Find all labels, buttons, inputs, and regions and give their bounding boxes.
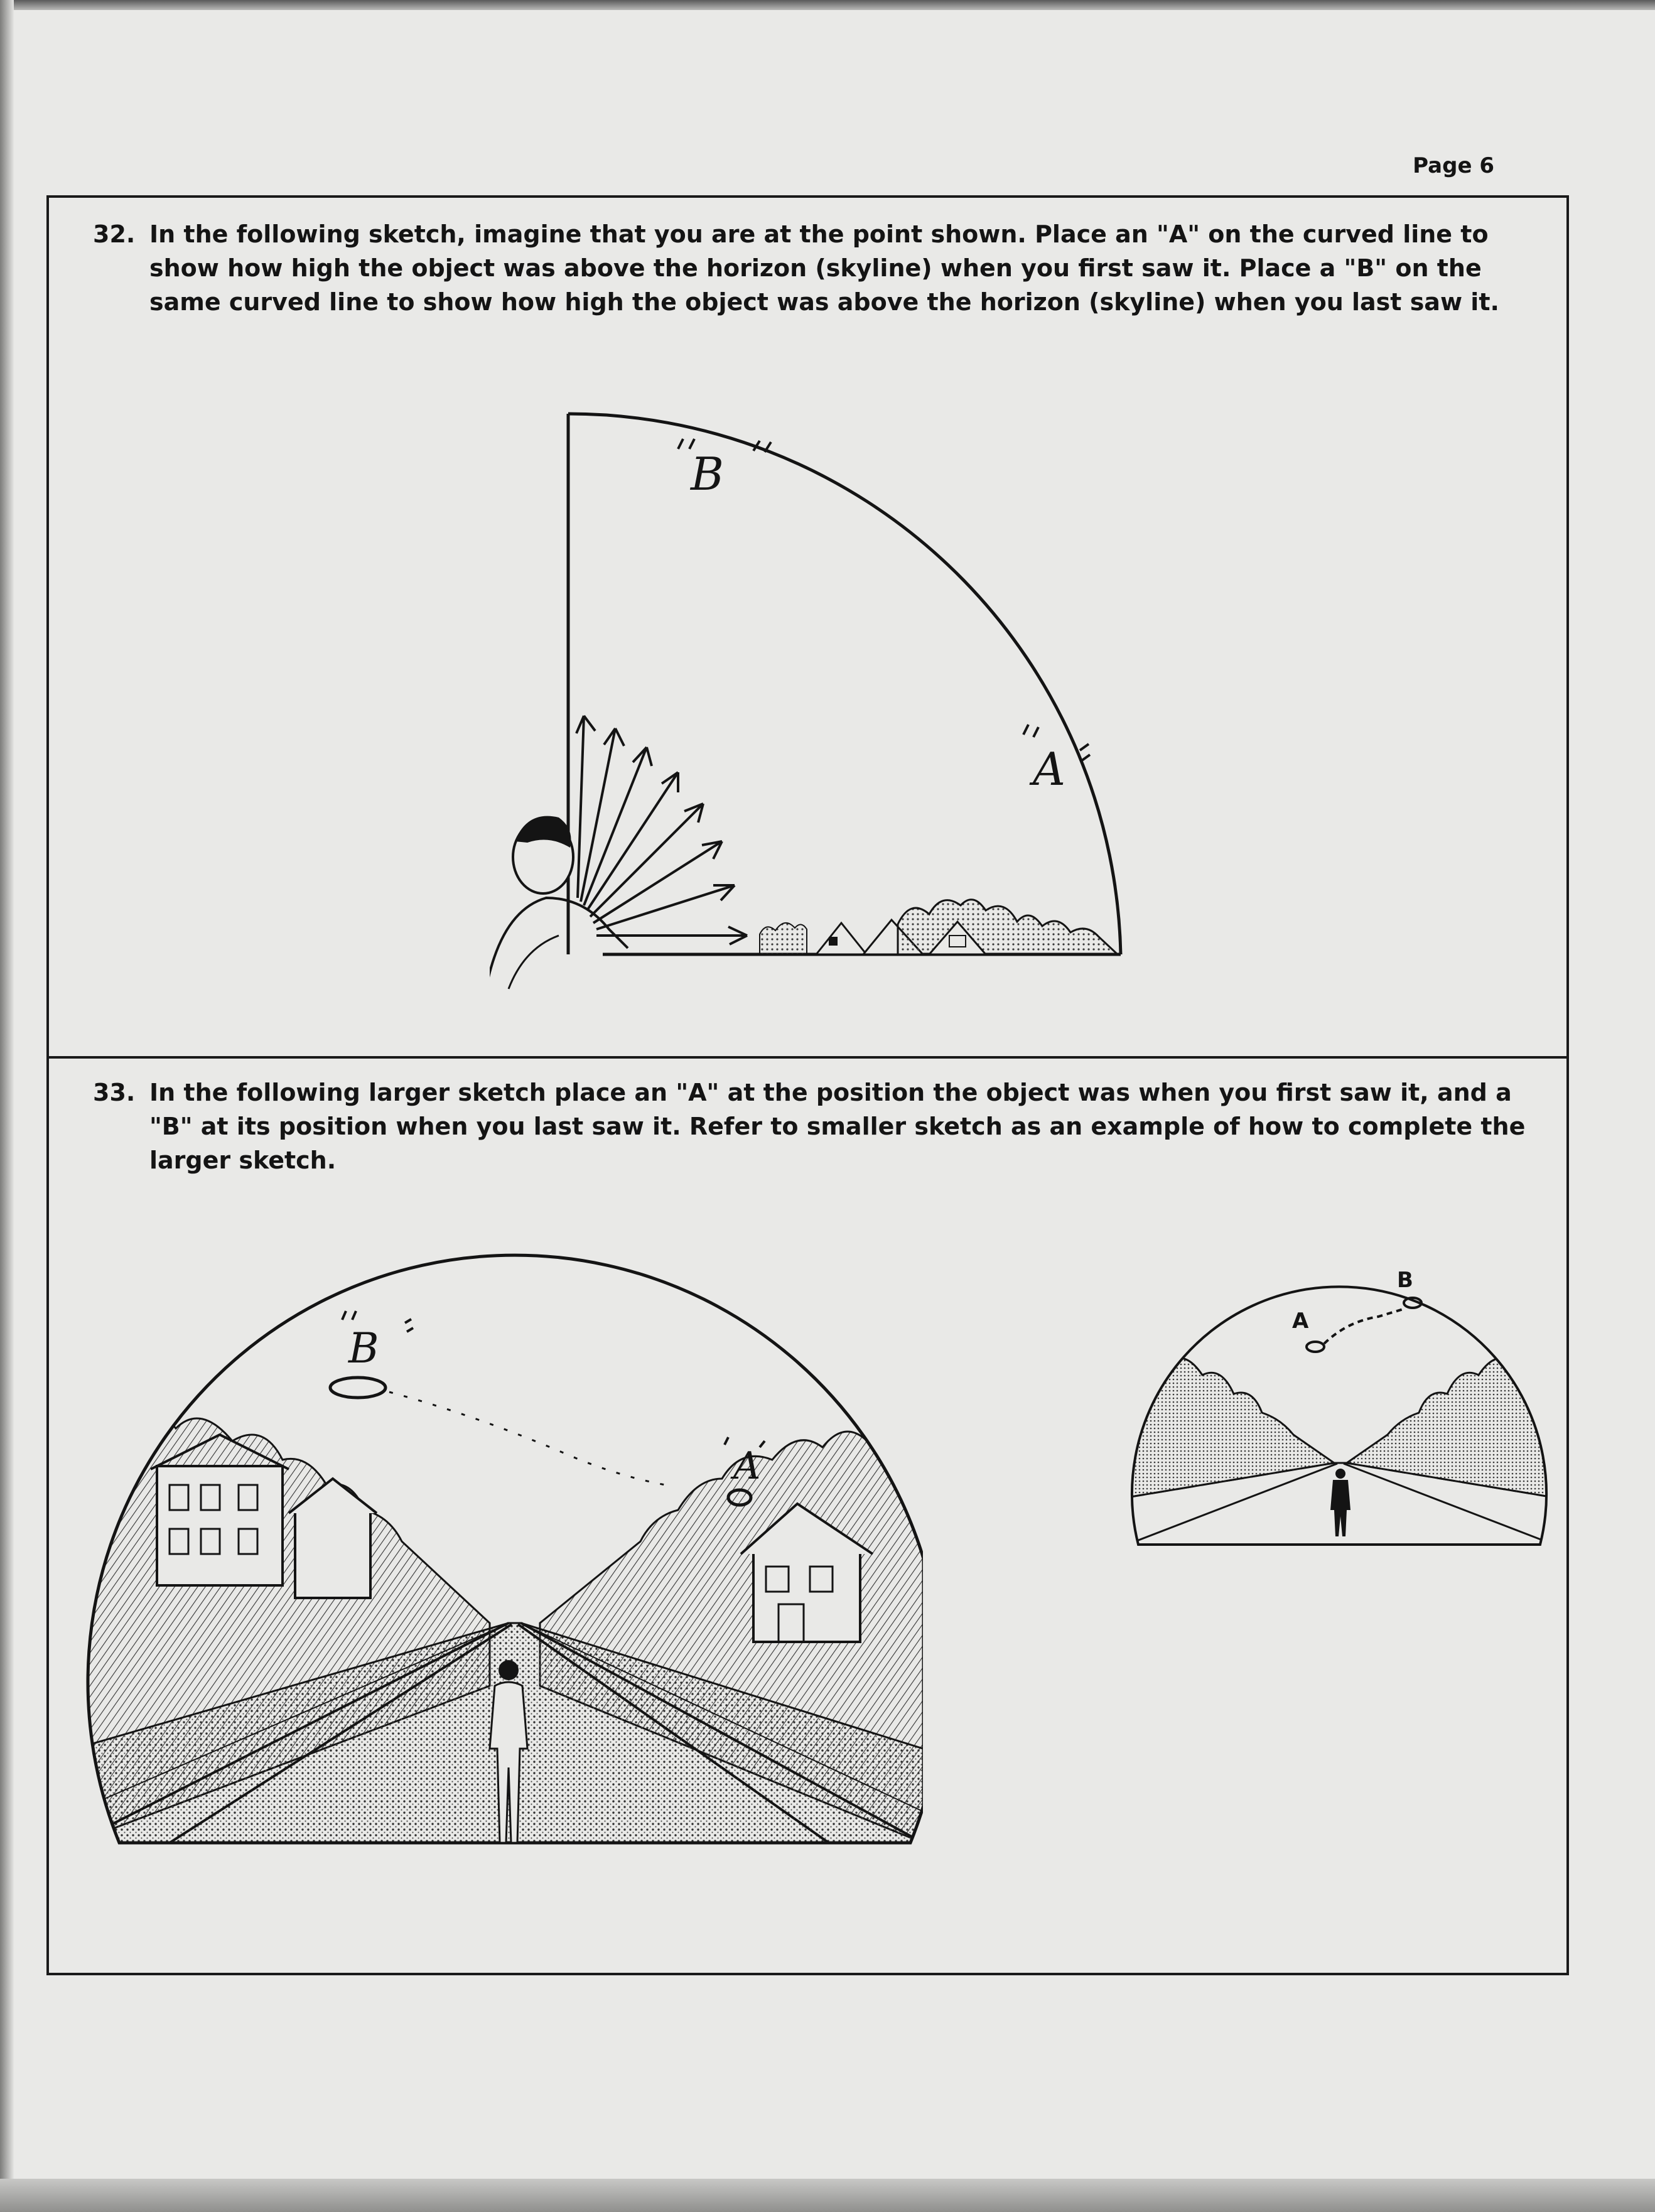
example-label-a: A <box>1292 1308 1309 1334</box>
street-scene-example-sketch <box>1127 1246 1554 1585</box>
observer-figure <box>490 816 628 989</box>
question-number: 32. <box>93 220 136 248</box>
sky-arc <box>568 414 1121 954</box>
pointing-arms <box>576 716 747 944</box>
example-flight-path <box>1324 1309 1403 1344</box>
scan-edge-bottom <box>0 2179 1655 2212</box>
svg-text:B: B <box>691 448 724 500</box>
svg-text:A: A <box>1033 743 1065 796</box>
svg-text:B: B <box>348 1324 379 1373</box>
scan-edge-left <box>0 0 14 2212</box>
example-object-a <box>1307 1342 1324 1352</box>
scan-edge-top <box>0 0 1655 10</box>
right-house <box>753 1548 860 1642</box>
question-divider <box>46 1056 1569 1059</box>
quarter-circle-sky-sketch <box>490 396 1130 998</box>
question-number: 33. <box>93 1079 136 1106</box>
question-32 <box>93 217 1556 324</box>
handwritten-flight-path <box>389 1392 666 1485</box>
handwritten-mark-b <box>330 1311 413 1398</box>
question-text: In the following larger sketch place an "A" at the position the object was when you first saw it, and a "B" at its position when you last saw it. Refer to smaller sketch as an example of how to complete the larger sketch. <box>149 1079 1526 1174</box>
question-text: In the following sketch, imagine that you are at the point shown. Place an "A" on the curved line to show how high the object was above the horizon (skyline) when you first saw it. Place a "B" on the same curved line to show how high the object was above the horizon (skyline) when you last saw it. <box>149 220 1499 316</box>
svg-text:A: A <box>733 1444 761 1488</box>
street-scene-large-sketch <box>75 1246 923 1859</box>
page-number: Page 6 <box>1413 153 1494 178</box>
skyline-trees <box>760 900 1118 954</box>
example-label-b: B <box>1397 1268 1413 1293</box>
question-33 <box>93 1076 1556 1174</box>
